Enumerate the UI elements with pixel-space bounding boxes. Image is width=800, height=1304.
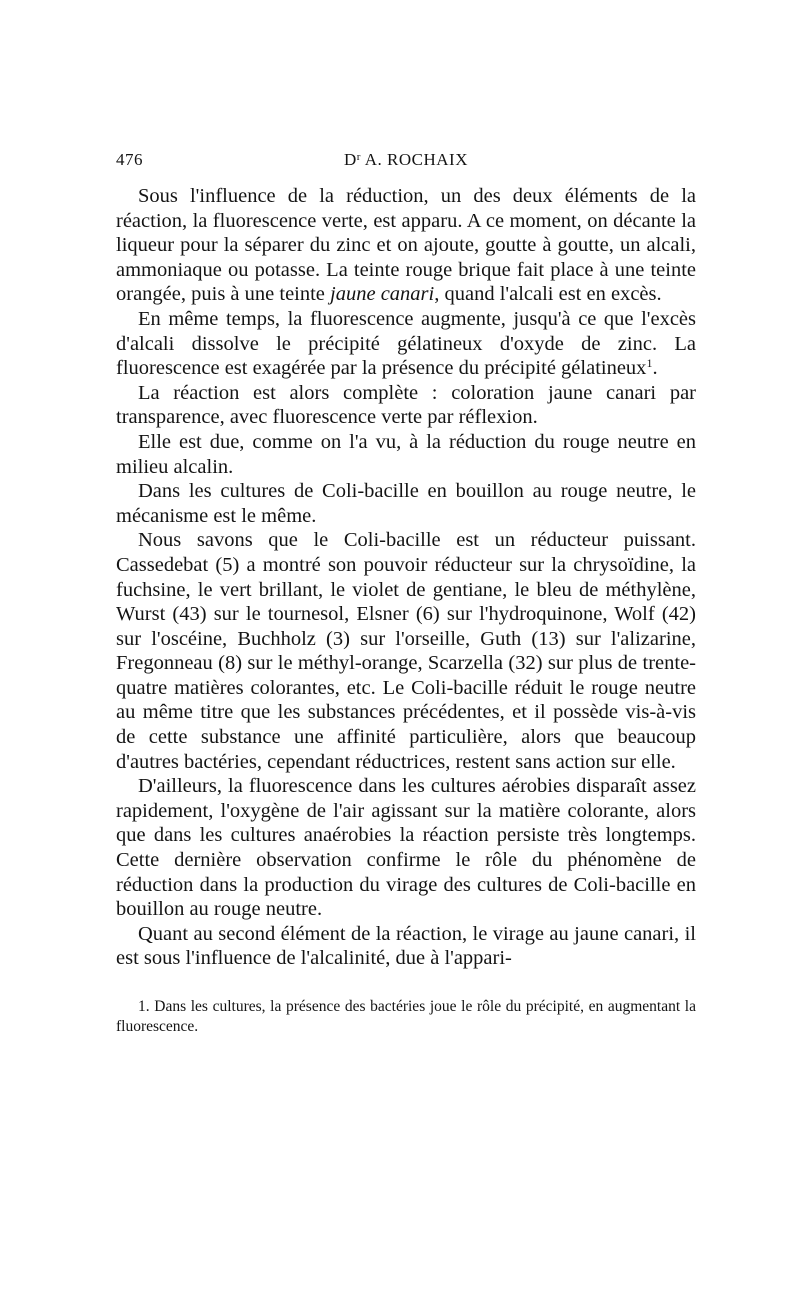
paragraph [116,922,696,971]
paragraph [116,774,696,922]
paragraph [116,184,696,307]
paragraph [116,528,696,774]
paragraph [116,307,696,381]
footnote: 1. Dans les cultures, la présence des bactéries joue le rôle du précipité, en augmentant la fluorescence. [116,998,696,1035]
paragraph [116,381,696,430]
paragraph [116,430,696,479]
paragraph-text: Elle est due, comme on l'a vu, à la réduction du rouge neutre en milieu alcalin. [116,430,696,478]
body-text [116,184,696,971]
page-number: 476 [116,150,143,169]
paragraph-text: La réaction est alors complète : coloration jaune canari par transparence, avec fluorescence verte par réflexion. [116,381,696,429]
paragraph-text: . [652,357,658,380]
paragraph-text: Quant au second élément de la réaction, le virage au jaune canari, il est sous l'influence de l'alcalinité, due à l'appari- [116,922,696,970]
running-head [116,146,696,174]
paragraph-text: Nous savons que le Coli-bacille est un réducteur puissant. Cassedebat (5) a montré son pouvoir réducteur sur la chrysoïdine, la fuchsine, le vert brillant, le violet de gentiane, le bleu de méthylène, Wurst (43) sur le tournesol, Elsner (6) sur l'hydroquinone, Wolf (42) sur l'oscéine, Buchholz (3) sur l'orseille, Guth (13) sur l'alizarine, Fregonneau (8) sur le méthyl-orange, Scarzella (32) sur plus de trente-quatre matières colorantes, etc. Le Coli-bacille réduit le rouge neutre au même titre que les substances précédentes, et il possède vis-à-vis de cette substance une affinité particulière, alors que beaucoup d'autres bactéries, cependant réductrices, restent sans action sur elle. [116,529,696,773]
paragraph-text: , quand l'alcali est en excès. [434,283,662,306]
paragraph-text: En même temps, la fluorescence augmente, jusqu'à ce que l'excès d'alcali dissolve le précipité gélatineux d'oxyde de zinc. La fluorescence est exagérée par la présence du précipité gélatineux [116,307,696,380]
author-title-sup: r [356,151,361,163]
running-title [116,150,696,170]
paragraph-text: Sous l'influence de la réduction, un des deux éléments de la réaction, la fluorescence verte, est apparu. A ce moment, on décante la liqueur pour la séparer du zinc et on ajoute, goutte à goutte, un alcali, ammoniaque ou potasse. La teinte rouge brique fait place à une teinte orangée, puis à une teinte [116,185,696,306]
footnote-ref: 1 [646,356,653,371]
author-name: A. ROCHAIX [364,150,468,169]
paragraph-text: D'ailleurs, la fluorescence dans les cultures aérobies disparaît assez rapidement, l'oxygène de l'air agissant sur la matière colorante, alors que dans les cultures anaérobies la réaction persiste très longtemps. Cette dernière observation confirme le rôle du phénomène de réduction dans la production du virage des cultures de Coli-bacille en bouillon au rouge neutre. [116,775,696,921]
footnotes [116,997,696,1037]
author-title: D [344,150,357,169]
italic-text: jaune canari [330,283,435,306]
paragraph-text: Dans les cultures de Coli-bacille en bouillon au rouge neutre, le mécanisme est le même. [116,480,696,527]
paragraph [116,479,696,528]
book-page [116,146,696,1037]
